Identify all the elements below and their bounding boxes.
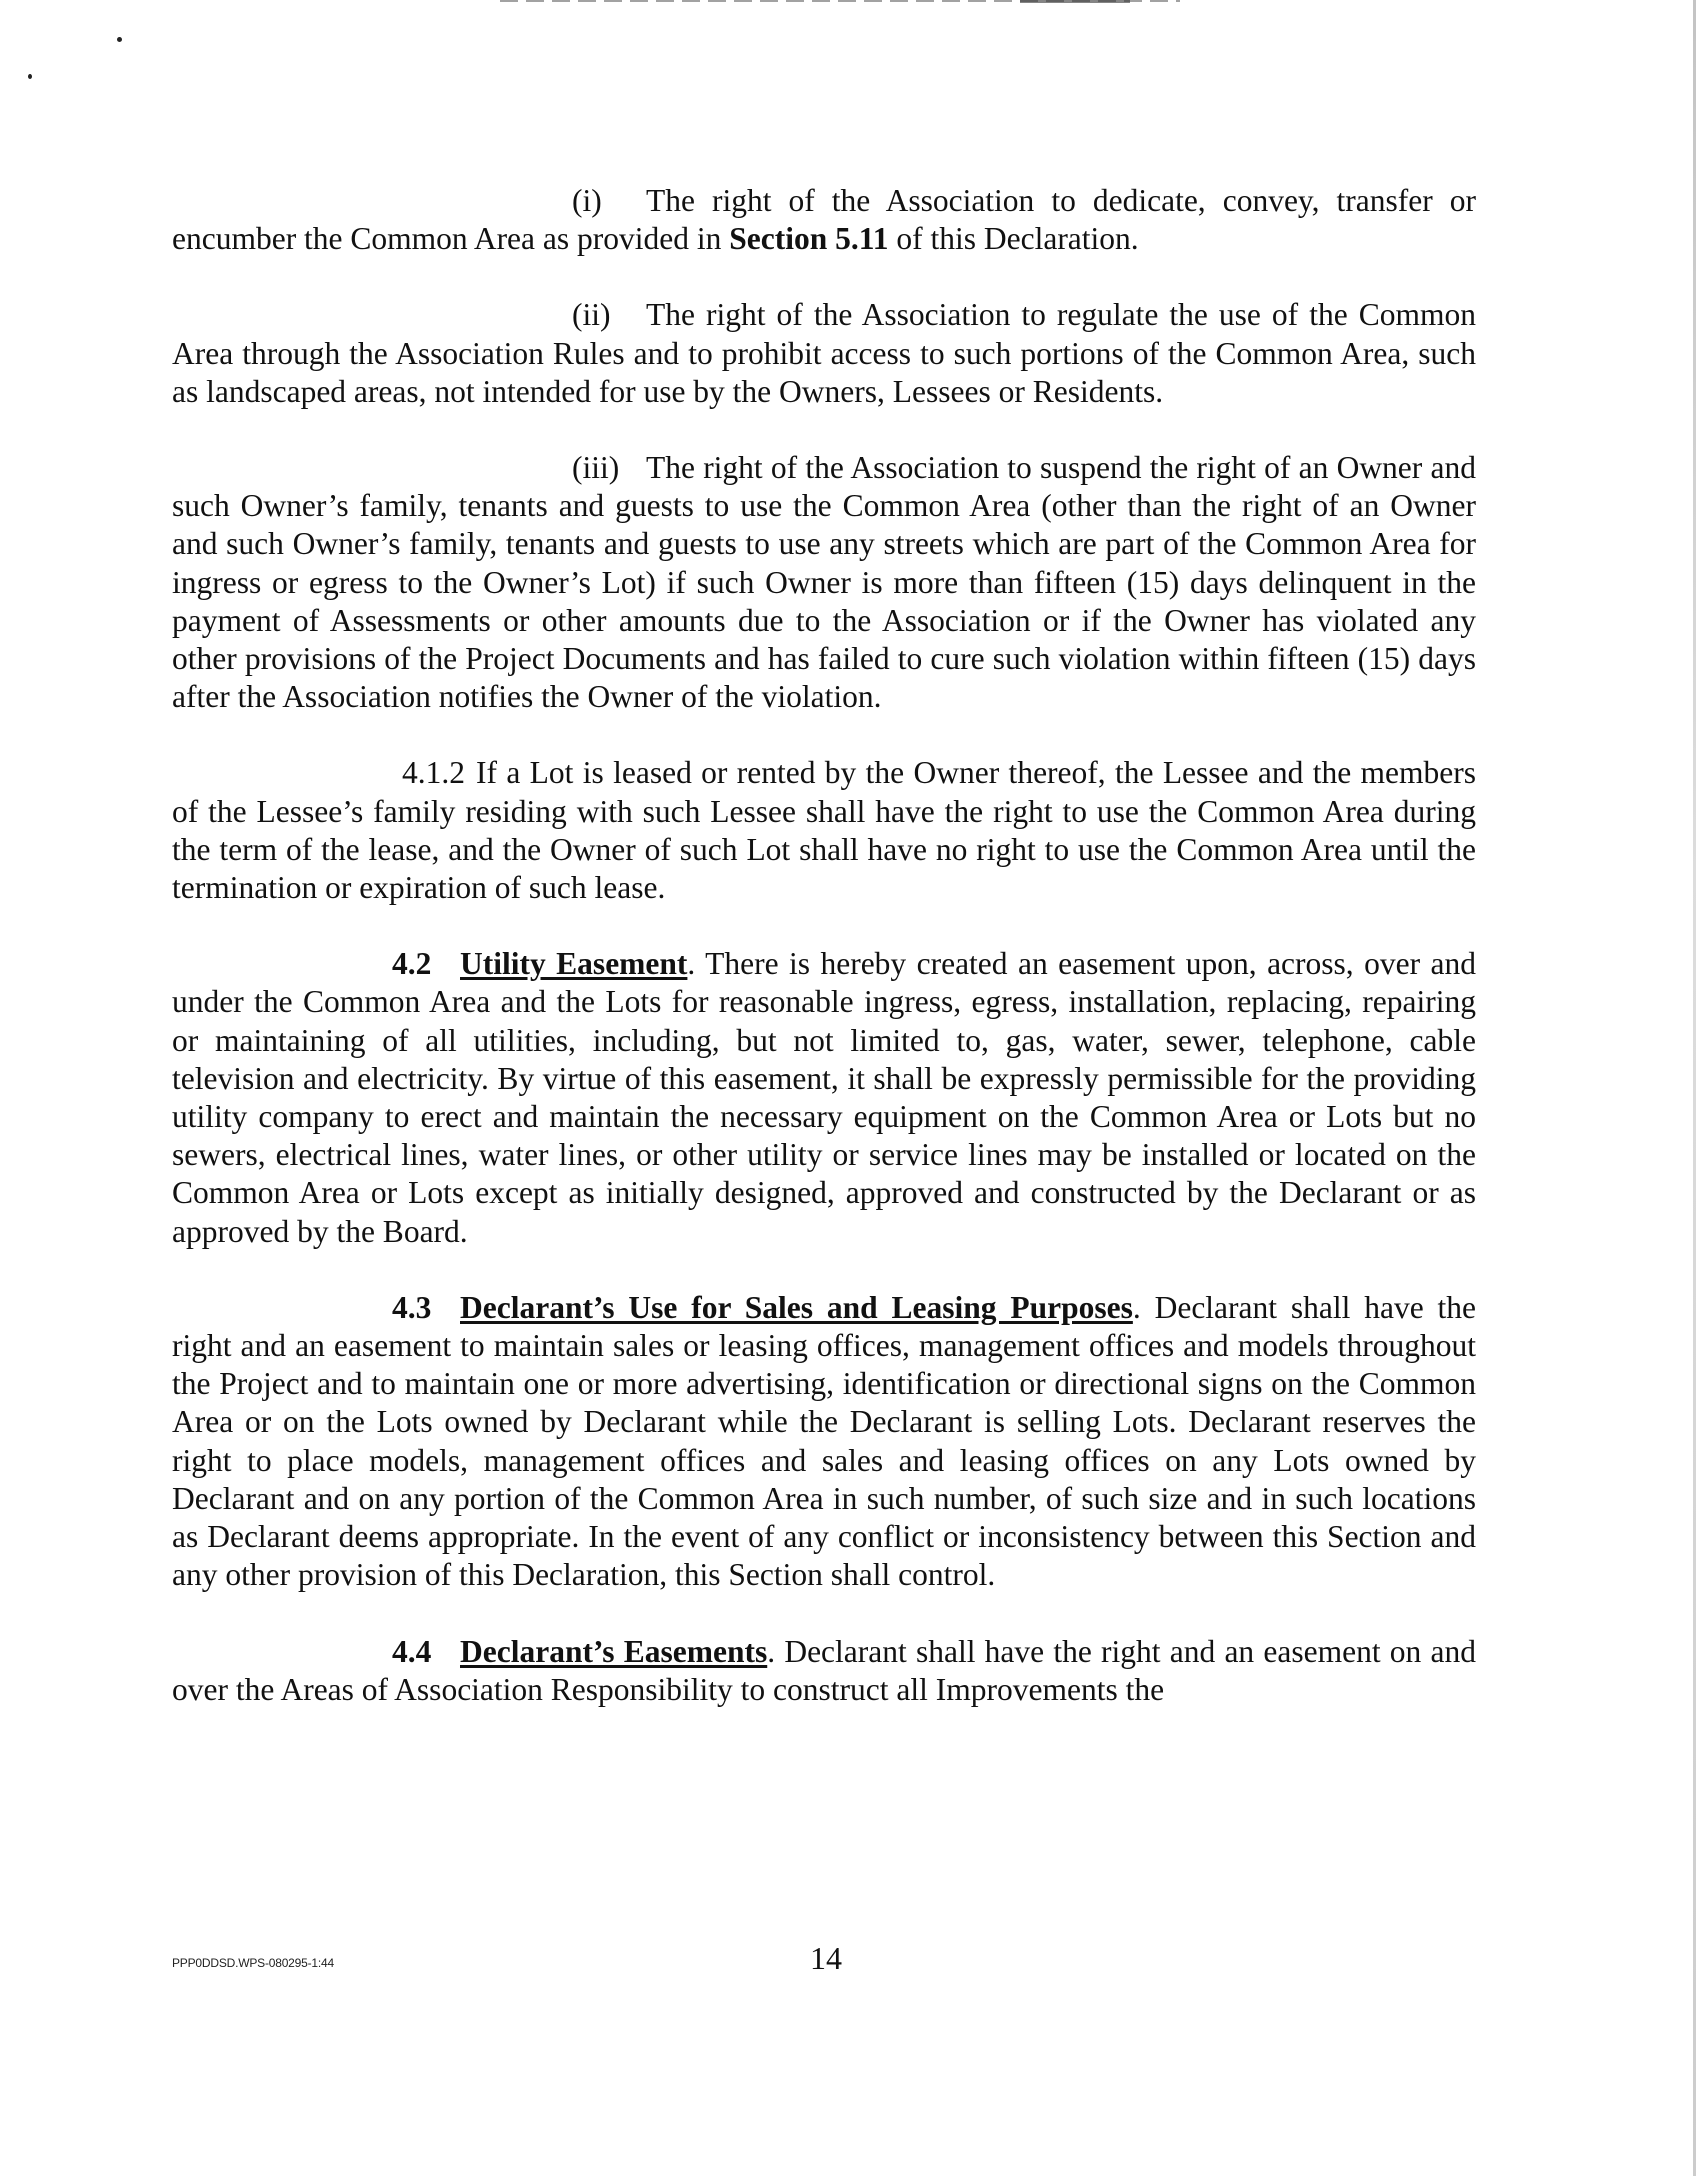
section-4-2-period: . bbox=[687, 946, 706, 982]
paragraph-iii-marker: (iii) bbox=[572, 450, 620, 486]
paragraph-ii-marker: (ii) bbox=[572, 297, 611, 333]
paragraph-4-1-2-text: If a Lot is leased or rented by the Owner thereof, the Lessee and the members of the Lessee’s family residing with such Lessee shall have the right to use the Common Area during the term of the lease, and the Owner of such Lot shall have no right to use the Common Area until the termination or expiration of such lease. bbox=[172, 755, 1476, 906]
section-4-4-heading: Declarant’s Easements bbox=[460, 1633, 768, 1669]
paragraph-iii-text: The right of the Association to suspend the right of an Owner and such Owner’s family, tenants and guests to use the Common Area (other than the right of an Owner and such Owner’s family, tenants and guests to use any streets which are part of the Common Area for ingress or egress to the Owner’s Lot) if such Owner is more than fifteen (15) days delinquent in the payment of Assessments or other amounts due to the Association or if the Owner has violated any other provisions of the Project Documents and has failed to cure such violation within fifteen (15) days after the Association notifies the Owner of the violation. bbox=[172, 450, 1476, 715]
paragraph-iii bbox=[172, 449, 1476, 716]
section-4-2-text: There is hereby created an easement upon, across, over and under the Common Area and the Lots for reasonable ingress, egress, installation, replacing, repairing or maintaining of all utilities, including, but not limited to, gas, water, sewer, telephone, cable television and electricity. By virtue of this easement, it shall be expressly permissible for the providing utility company to erect and maintain the necessary equipment on the Common Area or Lots but no sewers, electrical lines, water lines, or other utility or service lines may be installed or located on the Common Area or Lots except as initially designed, approved and constructed by the Declarant or as approved by the Board. bbox=[172, 946, 1476, 1249]
paragraph-i-text: The right of the Association to dedicate, convey, transfer or encumber the Common Area as provided in bbox=[172, 183, 1476, 257]
section-4-2-heading: Utility Easement bbox=[460, 946, 688, 982]
paragraph-i bbox=[172, 182, 1476, 258]
paragraph-ii-text: The right of the Association to regulate the use of the Common Area through the Association Rules and to prohibit access to such portions of the Common Area, such as landscaped areas, not intended for use by the Owners, Lessees or Residents. bbox=[172, 297, 1476, 409]
section-4-3-period: . bbox=[1132, 1289, 1155, 1325]
paragraph-4-1-2-number: 4.1.2 bbox=[402, 755, 465, 791]
paragraph-ii bbox=[172, 296, 1476, 411]
paragraph-i-text-end: of this Declaration. bbox=[888, 221, 1139, 257]
section-4-4-period: . bbox=[767, 1633, 785, 1669]
page-number: 14 bbox=[810, 1940, 842, 1976]
footer-file-code: PPP0DDSD.WPS-080295-1:44 bbox=[172, 1956, 334, 1970]
section-4-2-number: 4.2 bbox=[392, 946, 432, 982]
section-4-2 bbox=[172, 945, 1476, 1251]
section-reference: Section 5.11 bbox=[729, 221, 889, 257]
scan-speck bbox=[117, 37, 122, 42]
section-4-3-number: 4.3 bbox=[392, 1289, 432, 1325]
section-4-4-text: Declarant shall have the right and an easement on and over the Areas of Association Responsibility to construct all Improvements the bbox=[172, 1633, 1476, 1707]
section-4-4-number: 4.4 bbox=[392, 1633, 432, 1669]
section-4-3 bbox=[172, 1289, 1476, 1595]
section-4-4 bbox=[172, 1633, 1476, 1709]
scan-speck bbox=[28, 74, 32, 79]
paragraph-4-1-2 bbox=[172, 754, 1476, 907]
section-4-3-text: Declarant shall have the right and an easement to maintain sales or leasing offices, management offices and models throughout the Project and to maintain one or more advertising, identification or directional signs on the Common Area or on the Lots owned by Declarant while the Declarant is selling Lots. Declarant reserves the right to place models, management offices and sales and leasing offices on any Lots owned by Declarant and on any portion of the Common Area in such number, of such size and in such locations as Declarant deems appropriate. In the event of any conflict or inconsistency between this Section and any other provision of this Declaration, this Section shall control. bbox=[172, 1289, 1477, 1593]
document-body bbox=[172, 182, 1476, 1747]
scan-artifact-top-dash bbox=[1020, 0, 1130, 3]
section-4-3-heading: Declarant’s Use for Sales and Leasing Purposes bbox=[460, 1289, 1133, 1325]
paragraph-i-marker: (i) bbox=[572, 183, 602, 218]
